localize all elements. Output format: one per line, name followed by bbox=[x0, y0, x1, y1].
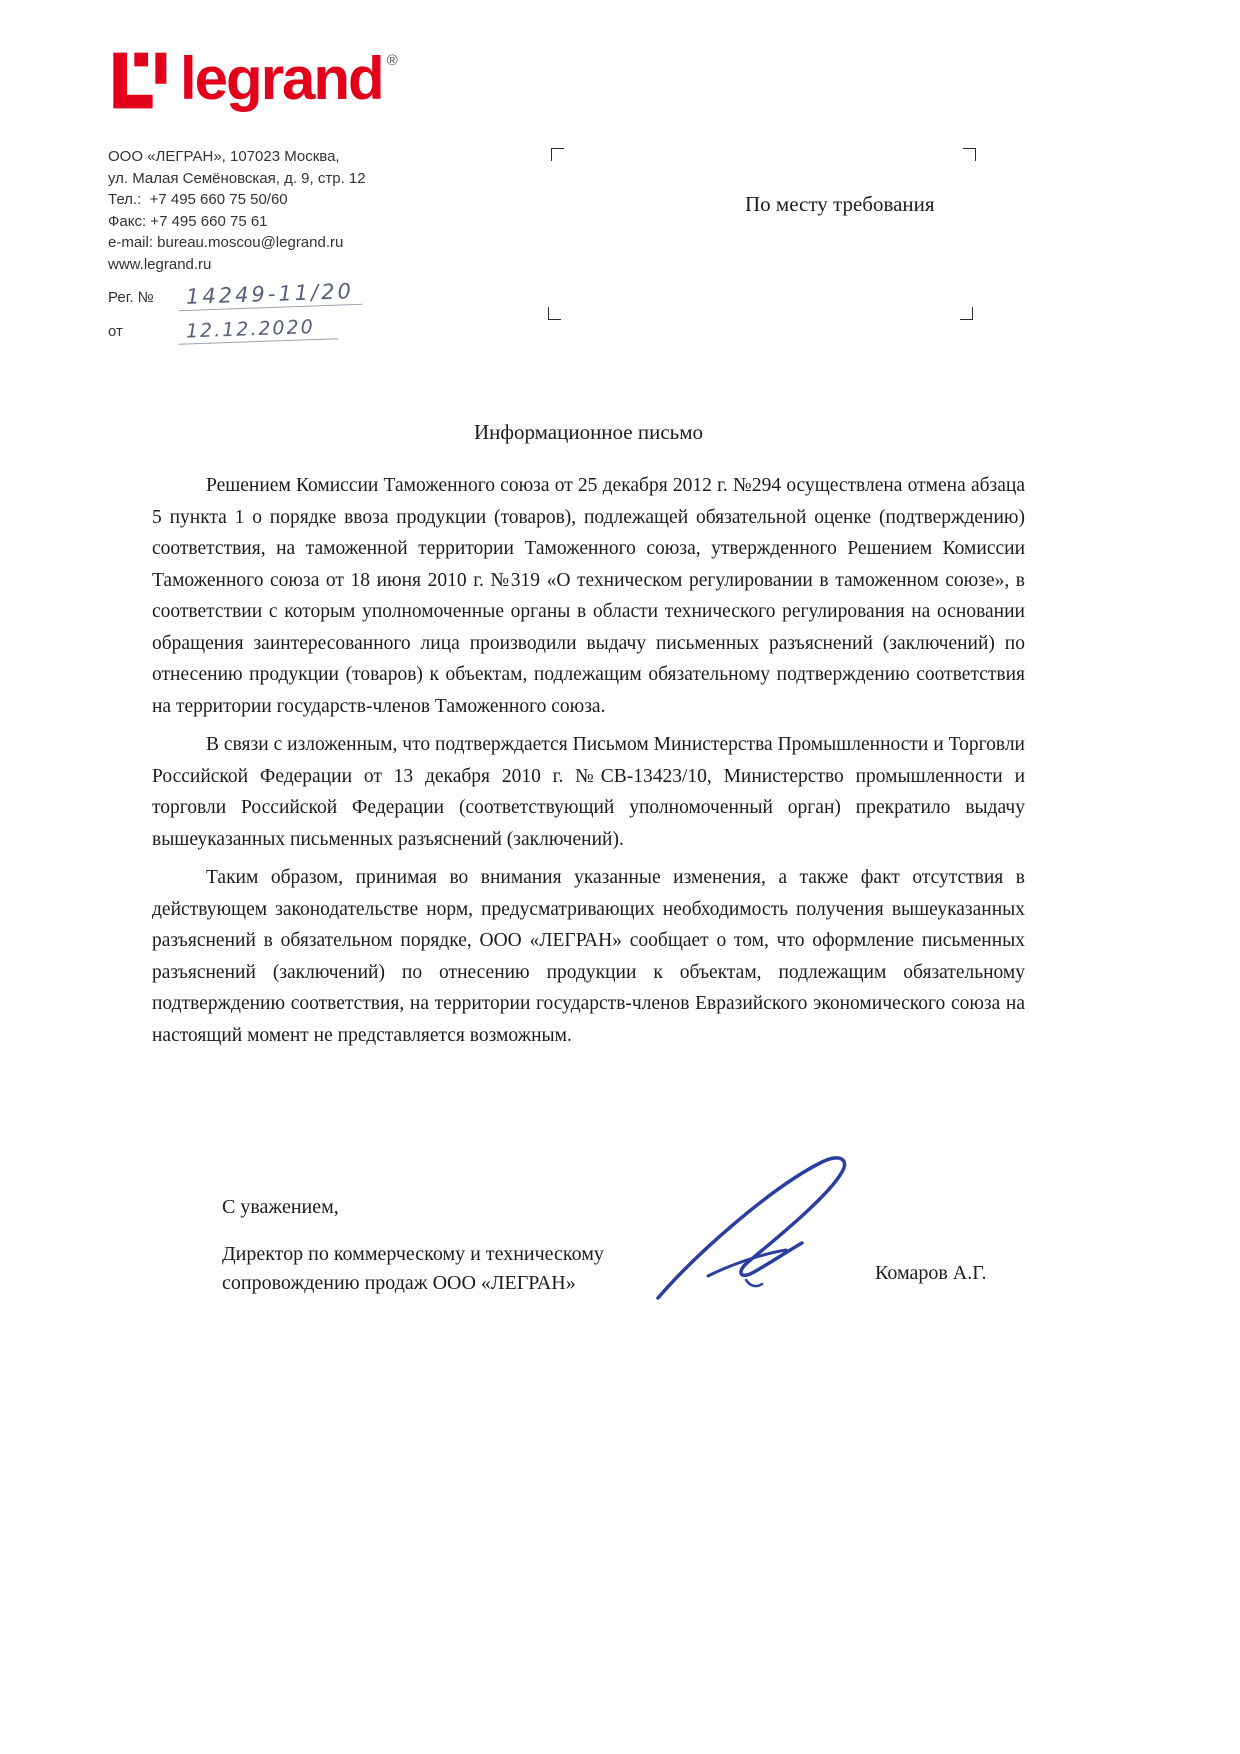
legrand-logo bbox=[106, 45, 398, 114]
registration-block bbox=[108, 279, 362, 352]
legrand-logo-icon bbox=[106, 48, 170, 114]
reg-date-handwritten: 12.12.2020 bbox=[178, 315, 339, 345]
handwritten-signature bbox=[650, 1150, 870, 1310]
contact-line: Тел.: +7 495 660 75 50/60 bbox=[108, 191, 288, 208]
recipient-line: По месту требования bbox=[745, 192, 935, 216]
contact-line: ООО «ЛЕГРАН», 107023 Москва, bbox=[108, 148, 340, 165]
contact-line: Факс: +7 495 660 75 61 bbox=[108, 212, 268, 230]
reg-number-handwritten: 14249-11/20 bbox=[178, 279, 363, 311]
reg-number-label: Рег. № bbox=[108, 289, 154, 306]
signer-name: Комаров А.Г. bbox=[875, 1262, 987, 1284]
address-window-corner-top-left bbox=[551, 148, 564, 161]
logo-wordmark: legrand bbox=[180, 45, 383, 112]
signer-position-line: Директор по коммерческому и техническому bbox=[222, 1243, 604, 1265]
address-window-corner-bottom-left bbox=[548, 307, 561, 320]
company-contact-block bbox=[108, 146, 366, 275]
signer-position bbox=[222, 1240, 604, 1298]
letter-body bbox=[152, 470, 1025, 1058]
contact-line: e-mail: bureau.moscou@legrand.ru bbox=[108, 234, 344, 251]
paragraph: Решением Комиссии Таможенного союза от 25 декабря 2012 г. №294 осуществлена отмена абзаца 5 пункта 1 о порядке ввоза продукции (товаров), подлежащей обязательной оценке (подтверждению) соответствия, на таможенной территории Таможенного союза, утвержденного Решением Комиссии Таможенного союза от 18 июня 2010 г. №319 «О техническом регулировании в таможенном союзе», в соответствии с которым уполномоченные органы в области технического регулирования на основании обращения заинтересованного лица производили выдачу письменных разъяснений (заключений) по отнесению продукции (товаров) к объектам, подлежащим обязательному подтверждению соответствия на территории государств-членов Таможенного союза. bbox=[152, 475, 1025, 717]
paragraph: Таким образом, принимая во внимания указанные изменения, а также факт отсутствия в действующем законодательстве норм, предусматривающих необходимость получения вышеуказанных разъяснений в обязательном порядке, ООО «ЛЕГРАН» сообщает о том, что оформление письменных разъяснений (заключений) по отнесению продукции к объектам, подлежащим обязательному подтверждению соответствия, на территории государств-членов Евразийского экономического союза на настоящий момент не представляется возможным. bbox=[152, 867, 1025, 1046]
address-window-corner-top-right bbox=[963, 148, 976, 161]
registered-trademark-symbol: ® bbox=[386, 52, 398, 69]
contact-line: ул. Малая Семёновская, д. 9, стр. 12 bbox=[108, 169, 366, 187]
signer-position-line: сопровождению продаж ООО «ЛЕГРАН» bbox=[222, 1272, 576, 1294]
contact-line: www.legrand.ru bbox=[108, 255, 212, 273]
letter-title: Информационное письмо bbox=[473, 420, 704, 444]
address-window-corner-bottom-right bbox=[960, 307, 973, 320]
paragraph: В связи с изложенным, что подтверждается Письмом Министерства Промышленности и Торговли Российской Федерации от 13 декабря 2010 г. №СВ-13423/10, Министерство промышленности и торговли Российской Федерации (соответствующий уполномоченный орган) прекратило выдачу вышеуказанных письменных разъяснений (заключений). bbox=[152, 734, 1025, 850]
salutation: С уважением, bbox=[222, 1196, 339, 1218]
reg-date-label: от bbox=[108, 323, 123, 340]
